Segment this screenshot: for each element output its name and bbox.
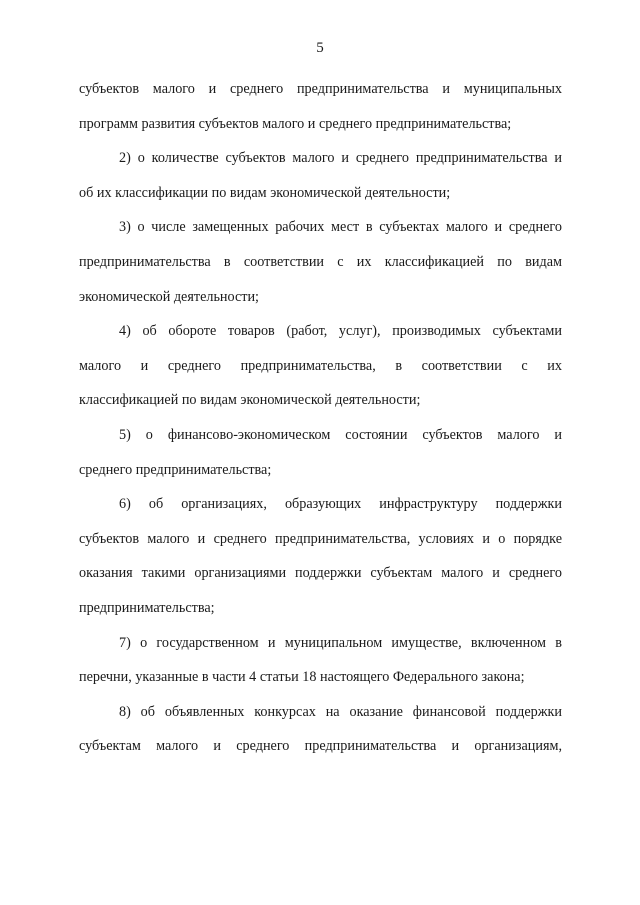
text-line: оказания такими организациями поддержки субъектам малого и среднего xyxy=(79,565,562,582)
text-line: среднего предпринимательства; xyxy=(79,461,272,478)
text-line: экономической деятельности; xyxy=(79,288,259,305)
text-line: субъектов малого и среднего предпринимательства и муниципальных xyxy=(79,81,562,97)
text-line: предпринимательства; xyxy=(79,599,215,616)
text-line: малого и среднего предпринимательства, в соответствии с их xyxy=(79,357,562,374)
text-line: субъектов малого и среднего предпринимательства, условиях и о порядке xyxy=(79,530,562,547)
text-line: 4) об обороте товаров (работ, услуг), производимых субъектами xyxy=(119,323,562,340)
page-number: 5 xyxy=(316,40,324,56)
text-line: 6) об организациях, образующих инфраструктуру поддержки xyxy=(119,496,562,513)
text-line: субъектам малого и среднего предпринимательства и организациям, xyxy=(79,738,562,755)
text-line: 7) о государственном и муниципальном имуществе, включенном в xyxy=(119,634,562,651)
text-line: классификацией по видам экономической деятельности; xyxy=(79,392,421,409)
text-line: перечни, указанные в части 4 статьи 18 настоящего Федерального закона; xyxy=(79,669,525,686)
text-line: 3) о числе замещенных рабочих мест в субъектах малого и среднего xyxy=(119,219,562,236)
text-line: предпринимательства в соответствии с их классификацией по видам xyxy=(79,253,562,270)
text-line: 5) о финансово-экономическом состоянии субъектов малого и xyxy=(119,426,562,443)
text-line: 8) об объявленных конкурсах на оказание финансовой поддержки xyxy=(119,703,562,720)
text-line: 2) о количестве субъектов малого и среднего предпринимательства и xyxy=(119,150,562,167)
text-line: программ развития субъектов малого и среднего предпринимательства; xyxy=(79,115,512,132)
text-line: об их классификации по видам экономической деятельности; xyxy=(79,184,451,201)
document-body xyxy=(79,72,562,764)
